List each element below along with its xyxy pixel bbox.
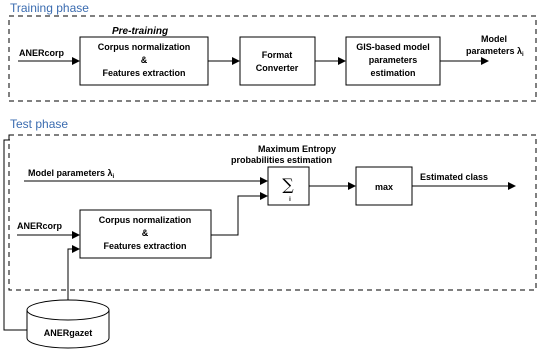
test-corpus-line3: Features extraction (103, 241, 187, 251)
format-converter-box (240, 37, 315, 85)
test-phase-title: Test phase (10, 117, 69, 131)
sigma-symbol: ∑ (282, 175, 294, 194)
gazetteer-cylinder-top (27, 300, 109, 320)
pretraining-label: Pre-training (112, 26, 169, 37)
training-input-label: ANERcorp (19, 48, 65, 58)
training-corpus-line2: & (140, 55, 148, 65)
training-output-line2: parameters $\lambda_i$ (466, 46, 524, 58)
format-converter-line2: Converter (255, 63, 299, 73)
format-converter-line1: Format (261, 50, 293, 60)
training-corpus-line3: Features extraction (102, 68, 186, 78)
gazetteer-label: ANERgazet (43, 328, 93, 338)
estimated-class-label: Estimated class (420, 172, 489, 182)
test-input-label: ANERcorp (17, 221, 63, 231)
training-output-line1: Model (481, 34, 507, 44)
arrow-corpus-to-sum (211, 196, 267, 235)
gazetteer-link-test (68, 249, 79, 306)
gis-estimation-line1: GIS-based model (356, 42, 430, 52)
gis-estimation-line3: estimation (370, 68, 416, 78)
maxent-label-line2: probabilities estimation (231, 155, 333, 165)
maxent-label-line1: Maximum Entropy (258, 144, 337, 154)
test-corpus-line1: Corpus normalization (98, 215, 192, 225)
sigma-subscript: i (289, 197, 291, 203)
test-corpus-line2: & (141, 228, 149, 238)
max-label: max (374, 182, 394, 192)
training-phase-title: Training phase (10, 1, 89, 15)
model-parameters-label: Model parameters $\lambda_i$ (28, 168, 115, 180)
gis-estimation-line2: parameters (368, 55, 418, 65)
training-corpus-line1: Corpus normalization (97, 42, 191, 52)
